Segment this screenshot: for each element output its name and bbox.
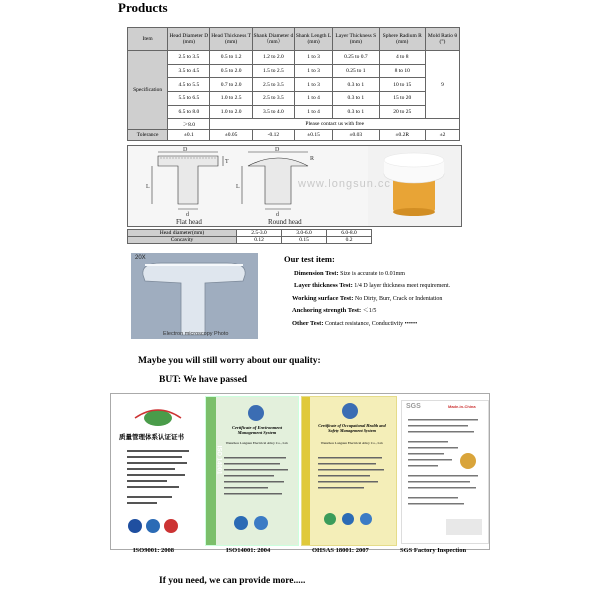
concavity-table: [127, 229, 372, 244]
cell: 1 to 4: [295, 105, 333, 119]
more-text: If you need, we can provide more.....: [159, 576, 306, 586]
test-desc: Contact resistance, Conductivity ••••••: [324, 320, 418, 327]
th-mold-ratio: Mold Ratio θ (°): [425, 28, 459, 51]
cert-iso9001: [115, 400, 201, 540]
test-name: Working surface Test:: [292, 294, 354, 302]
th-sphere-radium: Sphere Radium R (mm): [379, 28, 425, 51]
cell: 2.5 to 3.5: [252, 92, 294, 106]
cert-iso14001-side: ISO 14001: [215, 445, 222, 475]
cert-ohsas-company: Wenzhou Longsun Electrical Alloy Co., Ltd.: [320, 441, 384, 445]
cell: 0.15: [282, 237, 327, 244]
spec-table: [127, 27, 460, 141]
table-row: [128, 78, 460, 92]
mold-ratio-value: 9: [425, 51, 459, 119]
caption-sgs: SGS Factory Inspection: [400, 547, 467, 554]
cell: 5.5 to 6.5: [168, 92, 210, 106]
cell: 15 to 20: [379, 92, 425, 106]
tolerance-label: Tolerance: [128, 130, 168, 141]
cell: ±0.15: [295, 130, 333, 141]
cell: 0.12: [237, 237, 282, 244]
list-item: [294, 268, 450, 281]
cert-ohsas-art: [302, 397, 396, 545]
concavity-label-diameter: Head diameter(mm): [128, 230, 237, 237]
list-item: [292, 318, 450, 331]
th-head-diameter: Head Diameter D (mm): [168, 28, 210, 51]
test-list: [282, 253, 450, 330]
test-desc: Size is accurate to 0.01mm: [340, 270, 405, 277]
worry-text: Maybe you will still worry about our quality:: [138, 356, 321, 366]
cell: 0.3 to 1: [333, 92, 379, 106]
cell: ±0.05: [210, 130, 252, 141]
cell: -0.12: [252, 130, 294, 141]
cell: 8 to 10: [379, 64, 425, 78]
dim-L-flat: L: [146, 184, 150, 190]
cell: 3.0-6.0: [282, 230, 327, 237]
cell: 1.5 to 2.5: [252, 64, 294, 78]
microscope-caption: Electron microscopy Photo: [163, 331, 229, 337]
flat-head-diagram: [152, 152, 223, 209]
dim-T-flat: T: [225, 159, 229, 165]
test-name: Anchoring strength Test:: [292, 307, 362, 314]
th-head-thickness: Head Thickness T (mm): [210, 28, 252, 51]
cert-sgs-title: SGS: [406, 403, 421, 410]
cert-ohsas: [301, 396, 397, 546]
cert-iso14001: [205, 396, 299, 546]
cert-ohsas-title: Certificate of Occupational Health and Safety Management System: [318, 423, 386, 433]
dim-d-round: d: [276, 212, 279, 218]
cell: 6.0-8.0: [327, 230, 372, 237]
cell: ±0.2R: [379, 130, 425, 141]
cell: 0.3 to 1: [333, 78, 379, 92]
cell: 0.7 to 2.0: [210, 78, 252, 92]
flat-head-label: Flat head: [176, 218, 202, 226]
cell: 1.0 to 2.0: [210, 105, 252, 119]
technical-drawing: [127, 145, 462, 227]
round-head-label: Round head: [268, 218, 302, 226]
rivet-drawing: [128, 146, 461, 226]
cell: 0.5 to 2.0: [210, 64, 252, 78]
zoom-label: 20X: [135, 255, 146, 261]
table-row: [128, 64, 460, 78]
cert-sgs-art: [402, 401, 488, 543]
cell-over-head: ＞8.0: [168, 119, 210, 130]
cert-sgs-brand: Made-in-China: [448, 404, 476, 409]
test-desc: 1/4 D layer thickness meet requirement.: [354, 283, 451, 289]
test-title: Our test item:: [284, 254, 335, 264]
microscope-photo: [131, 253, 258, 339]
table-row: [128, 105, 460, 119]
th-item: Item: [128, 28, 168, 51]
th-shank-diameter: Shank Diameter d（mm）: [252, 28, 294, 51]
caption-ohsas: OHSAS 18001: 2007: [312, 547, 369, 554]
cert-iso9001-title: 质量管理体系认证证书: [119, 433, 184, 441]
test-desc: No Dirty, Burr, Crack or Indentation: [354, 295, 443, 302]
cell: 3.5 to 4.5: [168, 64, 210, 78]
test-name: Other Test:: [292, 319, 324, 327]
dim-D-flat: D: [183, 147, 188, 153]
cell: 0.25 to 1: [333, 64, 379, 78]
th-shank-length: Shank Length L (mm): [295, 28, 333, 51]
cell: ±0.03: [333, 130, 379, 141]
cell: 3.5 to 4.0: [252, 105, 294, 119]
cert-iso14001-company: Wenzhou Longsun Electrical Alloy Co., Ltd.: [225, 441, 289, 445]
table-row: [128, 51, 460, 65]
cell: 1.0 to 2.5: [210, 92, 252, 106]
table-row: [128, 230, 372, 237]
cell: 1 to 3: [295, 78, 333, 92]
cell: 2.5 to 3.5: [252, 78, 294, 92]
list-item: [294, 280, 450, 293]
cert-iso14001-title: Certificate of Environment Management System: [232, 425, 282, 435]
cell: 1.2 to 2.0: [252, 51, 294, 65]
cell: 2.5 to 3.5: [168, 51, 210, 65]
test-name: Dimension Test:: [294, 269, 339, 277]
cell: 10 to 15: [379, 78, 425, 92]
dim-R-round: R: [310, 156, 315, 162]
cell: 0.3 to 1: [333, 105, 379, 119]
cell: 4 to 8: [379, 51, 425, 65]
cell: 6.5 to 8.0: [168, 105, 210, 119]
th-layer-thickness: Layer Thickness S (mm): [333, 28, 379, 51]
list-item: [292, 305, 450, 318]
cell: 2.5-3.0: [237, 230, 282, 237]
table-row: [128, 119, 460, 130]
cert-sgs: [401, 400, 489, 544]
dim-L-round: L: [236, 184, 240, 190]
cert-iso9001-art: [115, 400, 201, 540]
caption-iso14001: ISO14001: 2004: [226, 547, 271, 554]
cell: 0.5 to 1.2: [210, 51, 252, 65]
table-row: [128, 92, 460, 106]
cell: 0.25 to 0.7: [333, 51, 379, 65]
dim-D-round: D: [275, 147, 280, 153]
table-row: [128, 237, 372, 244]
cell: 20 to 25: [379, 105, 425, 119]
passed-text: BUT: We have passed: [159, 375, 248, 385]
microscope-image: [131, 253, 258, 339]
tolerance-row: [128, 130, 460, 141]
spec-row-label: Specification: [128, 51, 168, 130]
cell: ±2: [425, 130, 459, 141]
section-title: Products: [118, 0, 168, 15]
cell: 4.5 to 5.5: [168, 78, 210, 92]
certificates-panel: [110, 393, 490, 550]
test-desc: ＜1/5: [362, 308, 377, 314]
cell: 1 to 3: [295, 64, 333, 78]
cell: 1 to 3: [295, 51, 333, 65]
cell: 0.2: [327, 237, 372, 244]
concavity-label-concavity: Concavity: [128, 237, 237, 244]
dim-d-flat: d: [186, 212, 189, 218]
watermark: www.longsun.cc: [298, 178, 391, 190]
cell-contact-note: Please contact us with free: [210, 119, 460, 130]
caption-iso9001: ISO9001: 2008: [133, 547, 174, 554]
cell: 1 to 4: [295, 92, 333, 106]
test-name: Layer thickness Test:: [294, 282, 353, 289]
cell: ±0.1: [168, 130, 210, 141]
list-item: [292, 293, 450, 306]
